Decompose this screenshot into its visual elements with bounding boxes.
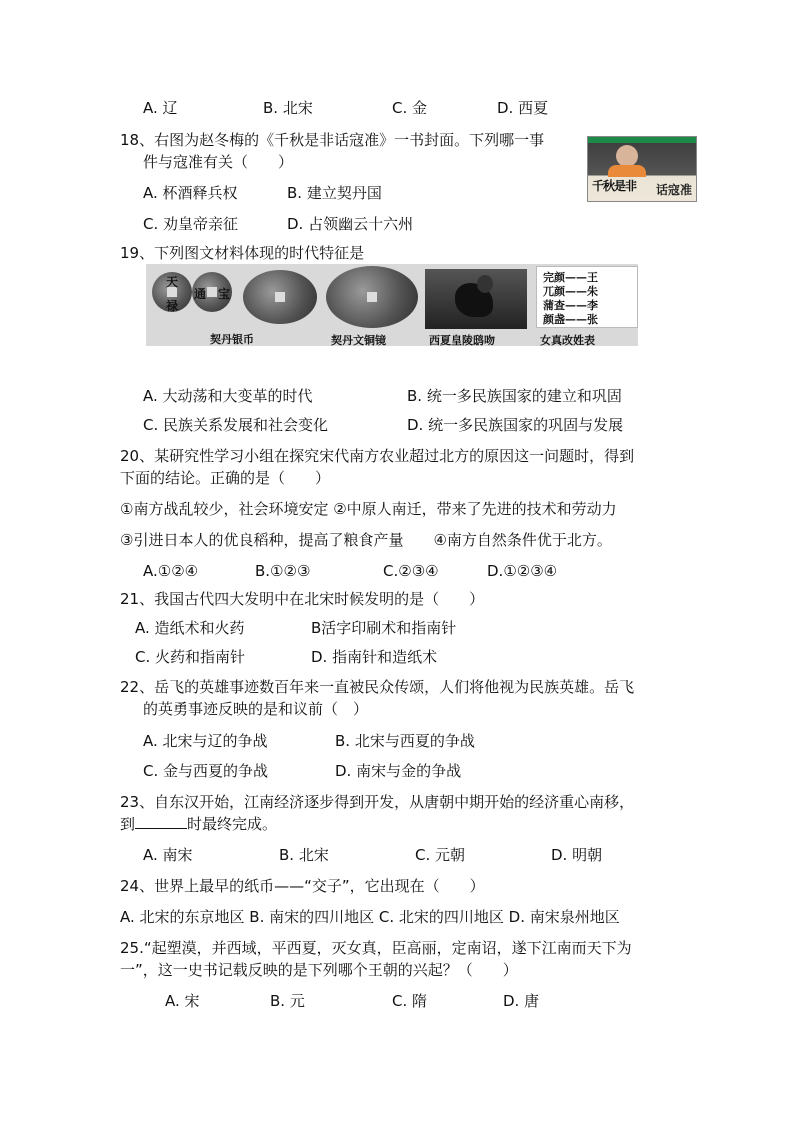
caption-chiwen: 西夏皇陵鸱吻 <box>429 334 495 347</box>
silver-coin-image: 天 禄 <box>152 272 192 312</box>
q22-option-a[interactable]: A. 北宋与辽的争战 <box>143 732 268 750</box>
silver-coin-image-2: 通 宝 <box>192 272 232 312</box>
q19-option-b[interactable]: B. 统一多民族国家的建立和巩固 <box>407 387 622 405</box>
q21-option-d[interactable]: D. 指南针和造纸术 <box>311 648 438 666</box>
q18-option-d[interactable]: D. 占领幽云十六州 <box>287 215 414 233</box>
surname-table: 完颜——王 兀颜——朱 蒲查——李 颜盏——张 <box>536 266 638 328</box>
q19-stem: 19、下列图文材料体现的时代特征是 <box>120 244 365 262</box>
q20-statement-2: ③引进日本人的优良稻种，提高了粮食产量 ④南方自然条件优于北方。 <box>120 531 612 549</box>
xixia-chiwen-image <box>425 269 527 329</box>
q23-stem-line2 <box>120 814 277 834</box>
q21-option-b[interactable]: B活字印刷术和指南针 <box>311 619 457 637</box>
q22-option-b[interactable]: B. 北宋与西夏的争战 <box>335 732 475 750</box>
q21-option-a[interactable]: A. 造纸术和火药 <box>135 619 245 637</box>
q25-option-a[interactable]: A. 宋 <box>165 992 200 1010</box>
q19-option-a[interactable]: A. 大动荡和大变革的时代 <box>143 387 313 405</box>
q19-option-d[interactable]: D. 统一多民族国家的巩固与发展 <box>407 416 624 434</box>
q17-option-b[interactable]: B. 北宋 <box>263 99 313 117</box>
q20-option-d[interactable]: D.①②③④ <box>487 562 558 580</box>
book-title2: 话寇准 <box>655 183 692 197</box>
q25-stem-line2: 一”，这一史书记载反映的是下列哪个王朝的兴起？（ ） <box>120 961 518 979</box>
q22-stem-line1: 22、岳飞的英雄事迹数百年来一直被民众传颂，人们将他视为民族英雄。岳飞 <box>120 678 635 696</box>
book-cover-image <box>587 136 697 202</box>
q23-line2-pre: 到 <box>120 815 136 833</box>
q23-line2-post: 时最终完成。 <box>187 815 278 833</box>
q18-option-a[interactable]: A. 杯酒释兵权 <box>143 184 238 202</box>
q24-options-line[interactable]: A. 北宋的东京地区 B. 南宋的四川地区 C. 北宋的四川地区 D. 南宋泉州地区 <box>120 908 620 926</box>
q21-option-c[interactable]: C. 火药和指南针 <box>135 648 246 666</box>
q20-stem-line1: 20、某研究性学习小组在探究宋代南方农业超过北方的原因这一问题时，得到 <box>120 447 635 465</box>
q23-option-d[interactable]: D. 明朝 <box>551 846 603 864</box>
q17-option-d[interactable]: D. 西夏 <box>497 99 549 117</box>
q20-stem-line2: 下面的结论。正确的是（ ） <box>120 469 331 487</box>
q23-answer-blank[interactable] <box>135 814 187 829</box>
q17-option-a[interactable]: A. 辽 <box>143 99 178 117</box>
q25-option-c[interactable]: C. 隋 <box>392 992 428 1010</box>
q20-option-a[interactable]: A.①②④ <box>143 562 199 580</box>
q18-stem-line1: 18、右图为赵冬梅的《千秋是非话寇准》一书封面。下列哪一事 <box>120 131 545 149</box>
coin-image <box>243 270 317 324</box>
q23-option-a[interactable]: A. 南宋 <box>143 846 193 864</box>
q25-stem-line1: 25.“起塑漠，并西域，平西夏，灭女真，臣高丽，定南诏，遂下江南而天下为 <box>120 939 632 957</box>
q20-statement-1: ①南方战乱较少，社会环境安定 ②中原人南迁，带来了先进的技术和劳动力 <box>120 500 617 518</box>
bronze-mirror-image <box>326 266 418 328</box>
caption-surname-table: 女真改姓表 <box>540 334 595 347</box>
book-title: 千秋是非 <box>592 179 637 193</box>
q20-option-c[interactable]: C.②③④ <box>383 562 439 580</box>
q18-option-b[interactable]: B. 建立契丹国 <box>287 184 382 202</box>
q18-stem-line2: 件与寇准有关（ ） <box>143 153 294 171</box>
q17-option-c[interactable]: C. 金 <box>392 99 428 117</box>
q23-option-c[interactable]: C. 元朝 <box>415 846 466 864</box>
q24-stem: 24、世界上最早的纸币——“交子”，它出现在（ ） <box>120 877 485 895</box>
q21-stem: 21、我国古代四大发明中在北宋时候发明的是（ ） <box>120 590 485 608</box>
q20-option-b[interactable]: B.①②③ <box>255 562 311 580</box>
q18-option-c[interactable]: C. 劝皇帝亲征 <box>143 215 239 233</box>
q22-stem-line2: 的英勇事迹反映的是和议前（ ） <box>143 700 369 718</box>
q23-stem-line1: 23、自东汉开始，江南经济逐步得到开发，从唐朝中期开始的经济重心南移， <box>120 793 635 811</box>
q19-image-strip <box>146 264 638 346</box>
q22-option-d[interactable]: D. 南宋与金的争战 <box>335 762 462 780</box>
q25-option-d[interactable]: D. 唐 <box>503 992 540 1010</box>
caption-bronze-mirror: 契丹文铜镜 <box>331 334 386 347</box>
q23-option-b[interactable]: B. 北宋 <box>279 846 329 864</box>
q19-option-c[interactable]: C. 民族关系发展和社会变化 <box>143 416 329 434</box>
q22-option-c[interactable]: C. 金与西夏的争战 <box>143 762 269 780</box>
caption-silver-coin: 契丹银币 <box>210 333 254 346</box>
q25-option-b[interactable]: B. 元 <box>270 992 305 1010</box>
